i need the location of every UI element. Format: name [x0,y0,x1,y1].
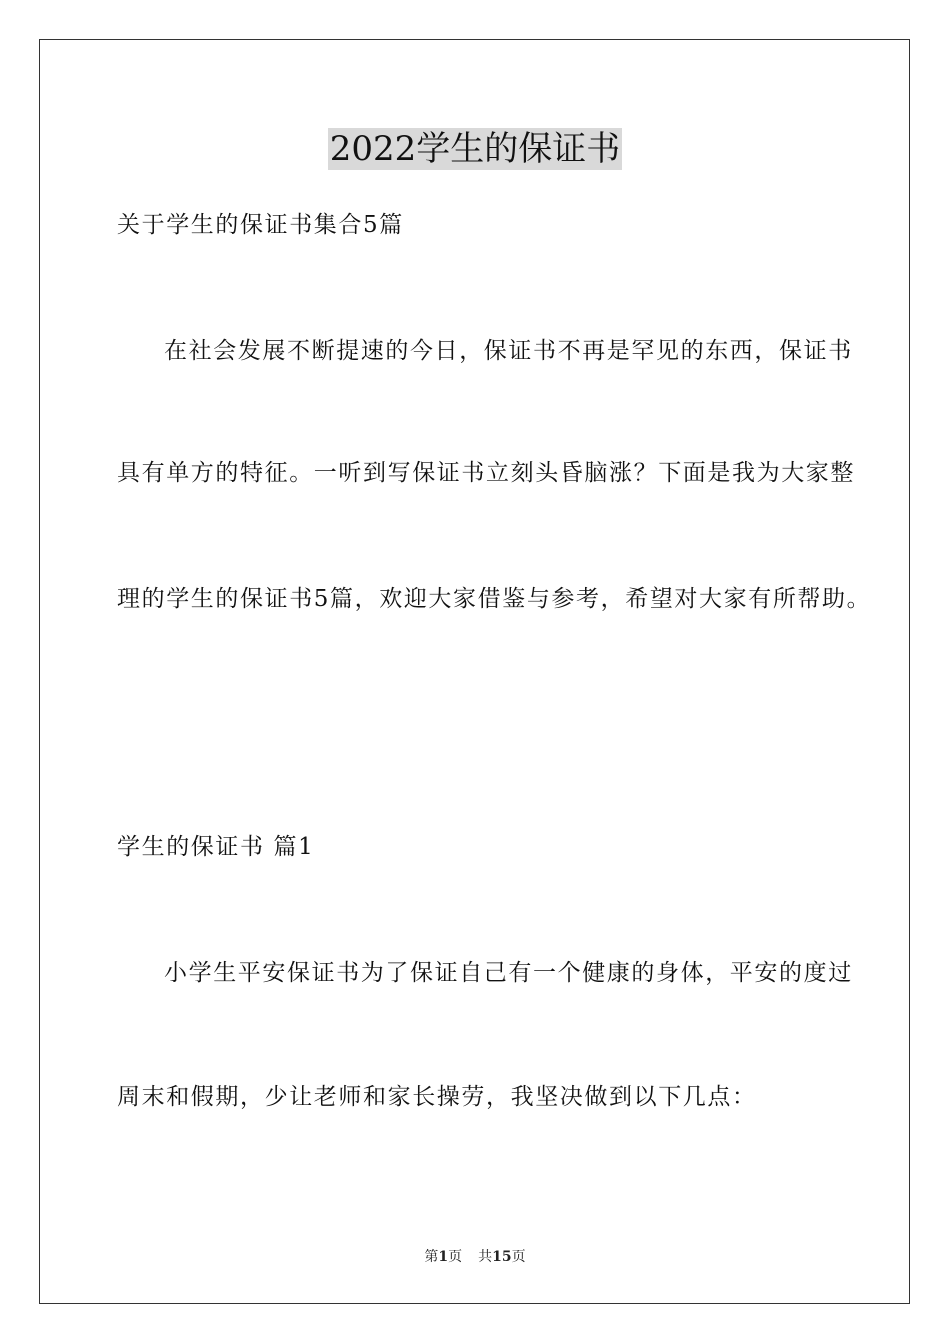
section-line-2: 周末和假期，少让老师和家长操劳，我坚决做到以下几点： [117,1084,757,1110]
intro-line-1: 在社会发展不断提速的今日，保证书不再是罕见的东西，保证书 [164,338,853,364]
footer-page-current: 1 [438,1249,449,1265]
intro-line-2: 具有单方的特征。一听到写保证书立刻头昏脑涨？下面是我为大家整 [117,460,855,486]
page-footer [0,1248,950,1266]
section-line-1: 小学生平安保证书为了保证自己有一个健康的身体，平安的度过 [164,960,853,986]
document-subtitle: 关于学生的保证书集合5篇 [117,212,404,238]
document-title-text: 2022学生的保证书 [329,129,621,169]
footer-page-prefix: 第 [424,1249,439,1265]
footer-page-total: 15 [492,1249,512,1265]
document-title [0,128,950,170]
footer-total-suffix: 页 [511,1249,526,1265]
footer-page-suffix: 页 [448,1249,463,1265]
section-heading: 学生的保证书 篇1 [117,834,315,860]
intro-line-3: 理的学生的保证书5篇，欢迎大家借鉴与参考，希望对大家有所帮助。 [117,586,872,612]
footer-total-prefix: 共 [478,1249,493,1265]
